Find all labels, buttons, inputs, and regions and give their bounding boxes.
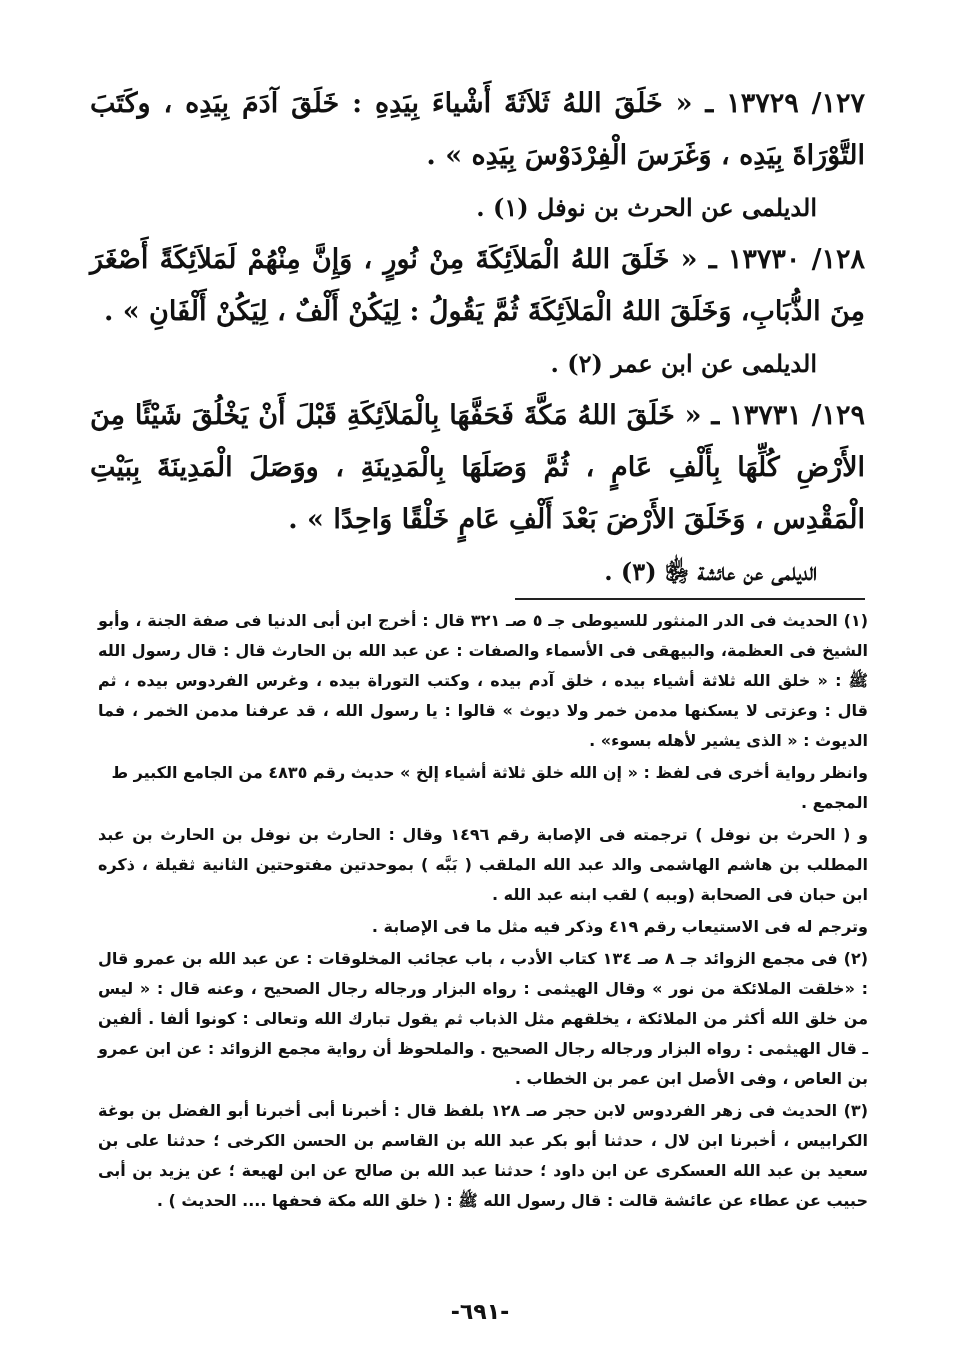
hadith-127-text: ١٢٧/ ١٣٧٢٩ ـ « خَلَقَ اللهُ ثَلاَثَةَ أَشْياءَ بِيَدِهِ : خَلَقَ آدَمَ بِيَدِه ، وكَتَبَ التَّوْرَاةَ بِيَدِه ، وَغَرَسَ الْفِرْدَوْسَ بِيَدِه » . (90, 88, 865, 171)
hadith-129-text: ١٢٩/ ١٣٧٣١ ـ « خَلَقَ اللهُ مَكَّةَ فَحَفَّهَا بِالْمَلاَئِكَةِ قَبْلَ أَنْ يَخْلُقَ شَيْئًا مِنَ الأَرْضِ كُلِّهَا بِأَلْفِ عَامٍ ، ثُمَّ وَصَلَهَا بِالْمَدِينَةِ ، ووَصَلَ الْمَدِينَةَ بِبَيْتِ الْمَقْدِس ، وَخَلَقَ الأَرْضَ بَعْدَ أَلْفِ عَامٍ خَلْقًا وَاحِدًا » . (90, 400, 865, 535)
footnote-1-other-narration: وانظر رواية أخرى فى لفظ : « إن الله خلق ثلاثة أشياء إلخ » حديث رقم ٤٨٣٥ من الجامع الكبير ط المجمع . (111, 763, 868, 812)
hadith-128-text: ١٢٨/ ١٣٧٣٠ ـ « خَلَقَ اللهُ الْمَلاَئِكَةَ مِنْ نُورٍ ، وَإِنَّ مِنْهُمْ لَمَلاَئِكَةً أَصْغَرَ مِنَ الذُّبَابِ، وَخَلَقَ اللهُ الْمَلاَئِكَةَ ثُمَّ يَقُولُ : لِيَكُنْ أَلْفٌ ، لِيَكُنْ أَلْفَانِ » . (90, 244, 866, 327)
hadith-129-source: الديلمى عن عائشة ﵂ (٣) . (604, 557, 817, 586)
footnote-1: (١) الحديث فى الدر المنثور للسيوطى جـ ٥ صـ ٣٢١ قال : أخرج ابن أبى الدنيا فى صفة الجنة ، وأبو الشيخ فى العظمة، والبيهقى فى الأسماء والصفات : عن عبد الله بن الحارث قال : قال رسول الله ﷺ : « خلق الله ثلاثة أشياء بيده ، خلق آدم بيده ، وكتب التوراة بيده ، وغرس الفردوس بيده ، ثم قال : وعزتى لا يسكنها مدمن خمر ولا ديوث » قالوا : يا رسول الله ، قد عرفنا مدمن الخمر ، فما الديوث : « الذى يشير لأهله بسوء» . (98, 611, 868, 750)
footnote-1-harith-bio: و ( الحرث بن نوفل ) ترجمته فى الإصابة رقم ١٤٩٦ وقال : الحارث بن نوفل بن الحارث بن عبد المطلب بن هاشم الهاشمى والد عبد الله الملقب ( بَبَّه ) بموحدتين مفتوحتين الثانية ثقيلة ، ذكره ابن حبان فى الصحابة (وببه ) لقب ابنه عبد الله . (98, 825, 869, 904)
page-number: -٦٩١- (450, 1300, 510, 1325)
footnote-divider (515, 598, 865, 600)
hadith-127-source: الديلمى عن الحرث بن نوفل (١) . (476, 193, 817, 222)
hadith-section (90, 78, 865, 598)
footnote-1-istiab: وترجم له فى الاستيعاب رقم ٤١٩ وذكر فيه مثل ما فى الإصابة . (371, 917, 868, 936)
footnote-2: (٢) فى مجمع الزوائد جـ ٨ صـ ١٣٤ كتاب الأدب ، باب عجائب المخلوقات : عن عبد الله بن عمرو قال : «خلقت الملائكة من نور » وقال الهيثمى : رواه البزار ورجاله رجال الصحيح ، وعنه قال : « ليس من خلق الله أكثر من الملائكة ، يخلقهم مثل الذباب ثم يقول تبارك الله وتعالى : كونوا ألفا . ألفين ـ قال الهيثمى : رواه البزار ورجاله رجال الصحيح . والملحوظ أن رواية مجمع الزوائد : عن ابن عمرو بن العاص ، وفى الأصل ابن عمر بن الخطاب . (98, 949, 869, 1088)
hadith-128-source: الديلمى عن ابن عمر (٢) . (550, 349, 817, 378)
footnote-3: (٣) الحديث فى زهر الفردوس لابن حجر صـ ١٢٨ بلفظ قال : أخبرنا أبى أخبرنا أبو الفضل بن بوغة الكرابيس ، أخبرنا ابن لال ، حدثنا أبو بكر عبد الله بن القاسم بن الحسن الكرخى ؛ حدثنا على بن سعيد بن عبد الله العسكرى عن ابن داود ؛ حدثنا عبد الله بن صالح عن ابن لهيعة ؛ عن يزيد بن أبى حبيب عن عطاء عن عائشة قالت : قال رسول الله ﷺ : ( خلق الله مكة فحفها .... الحديث ) . (98, 1101, 868, 1210)
footnotes-section (98, 606, 868, 1218)
